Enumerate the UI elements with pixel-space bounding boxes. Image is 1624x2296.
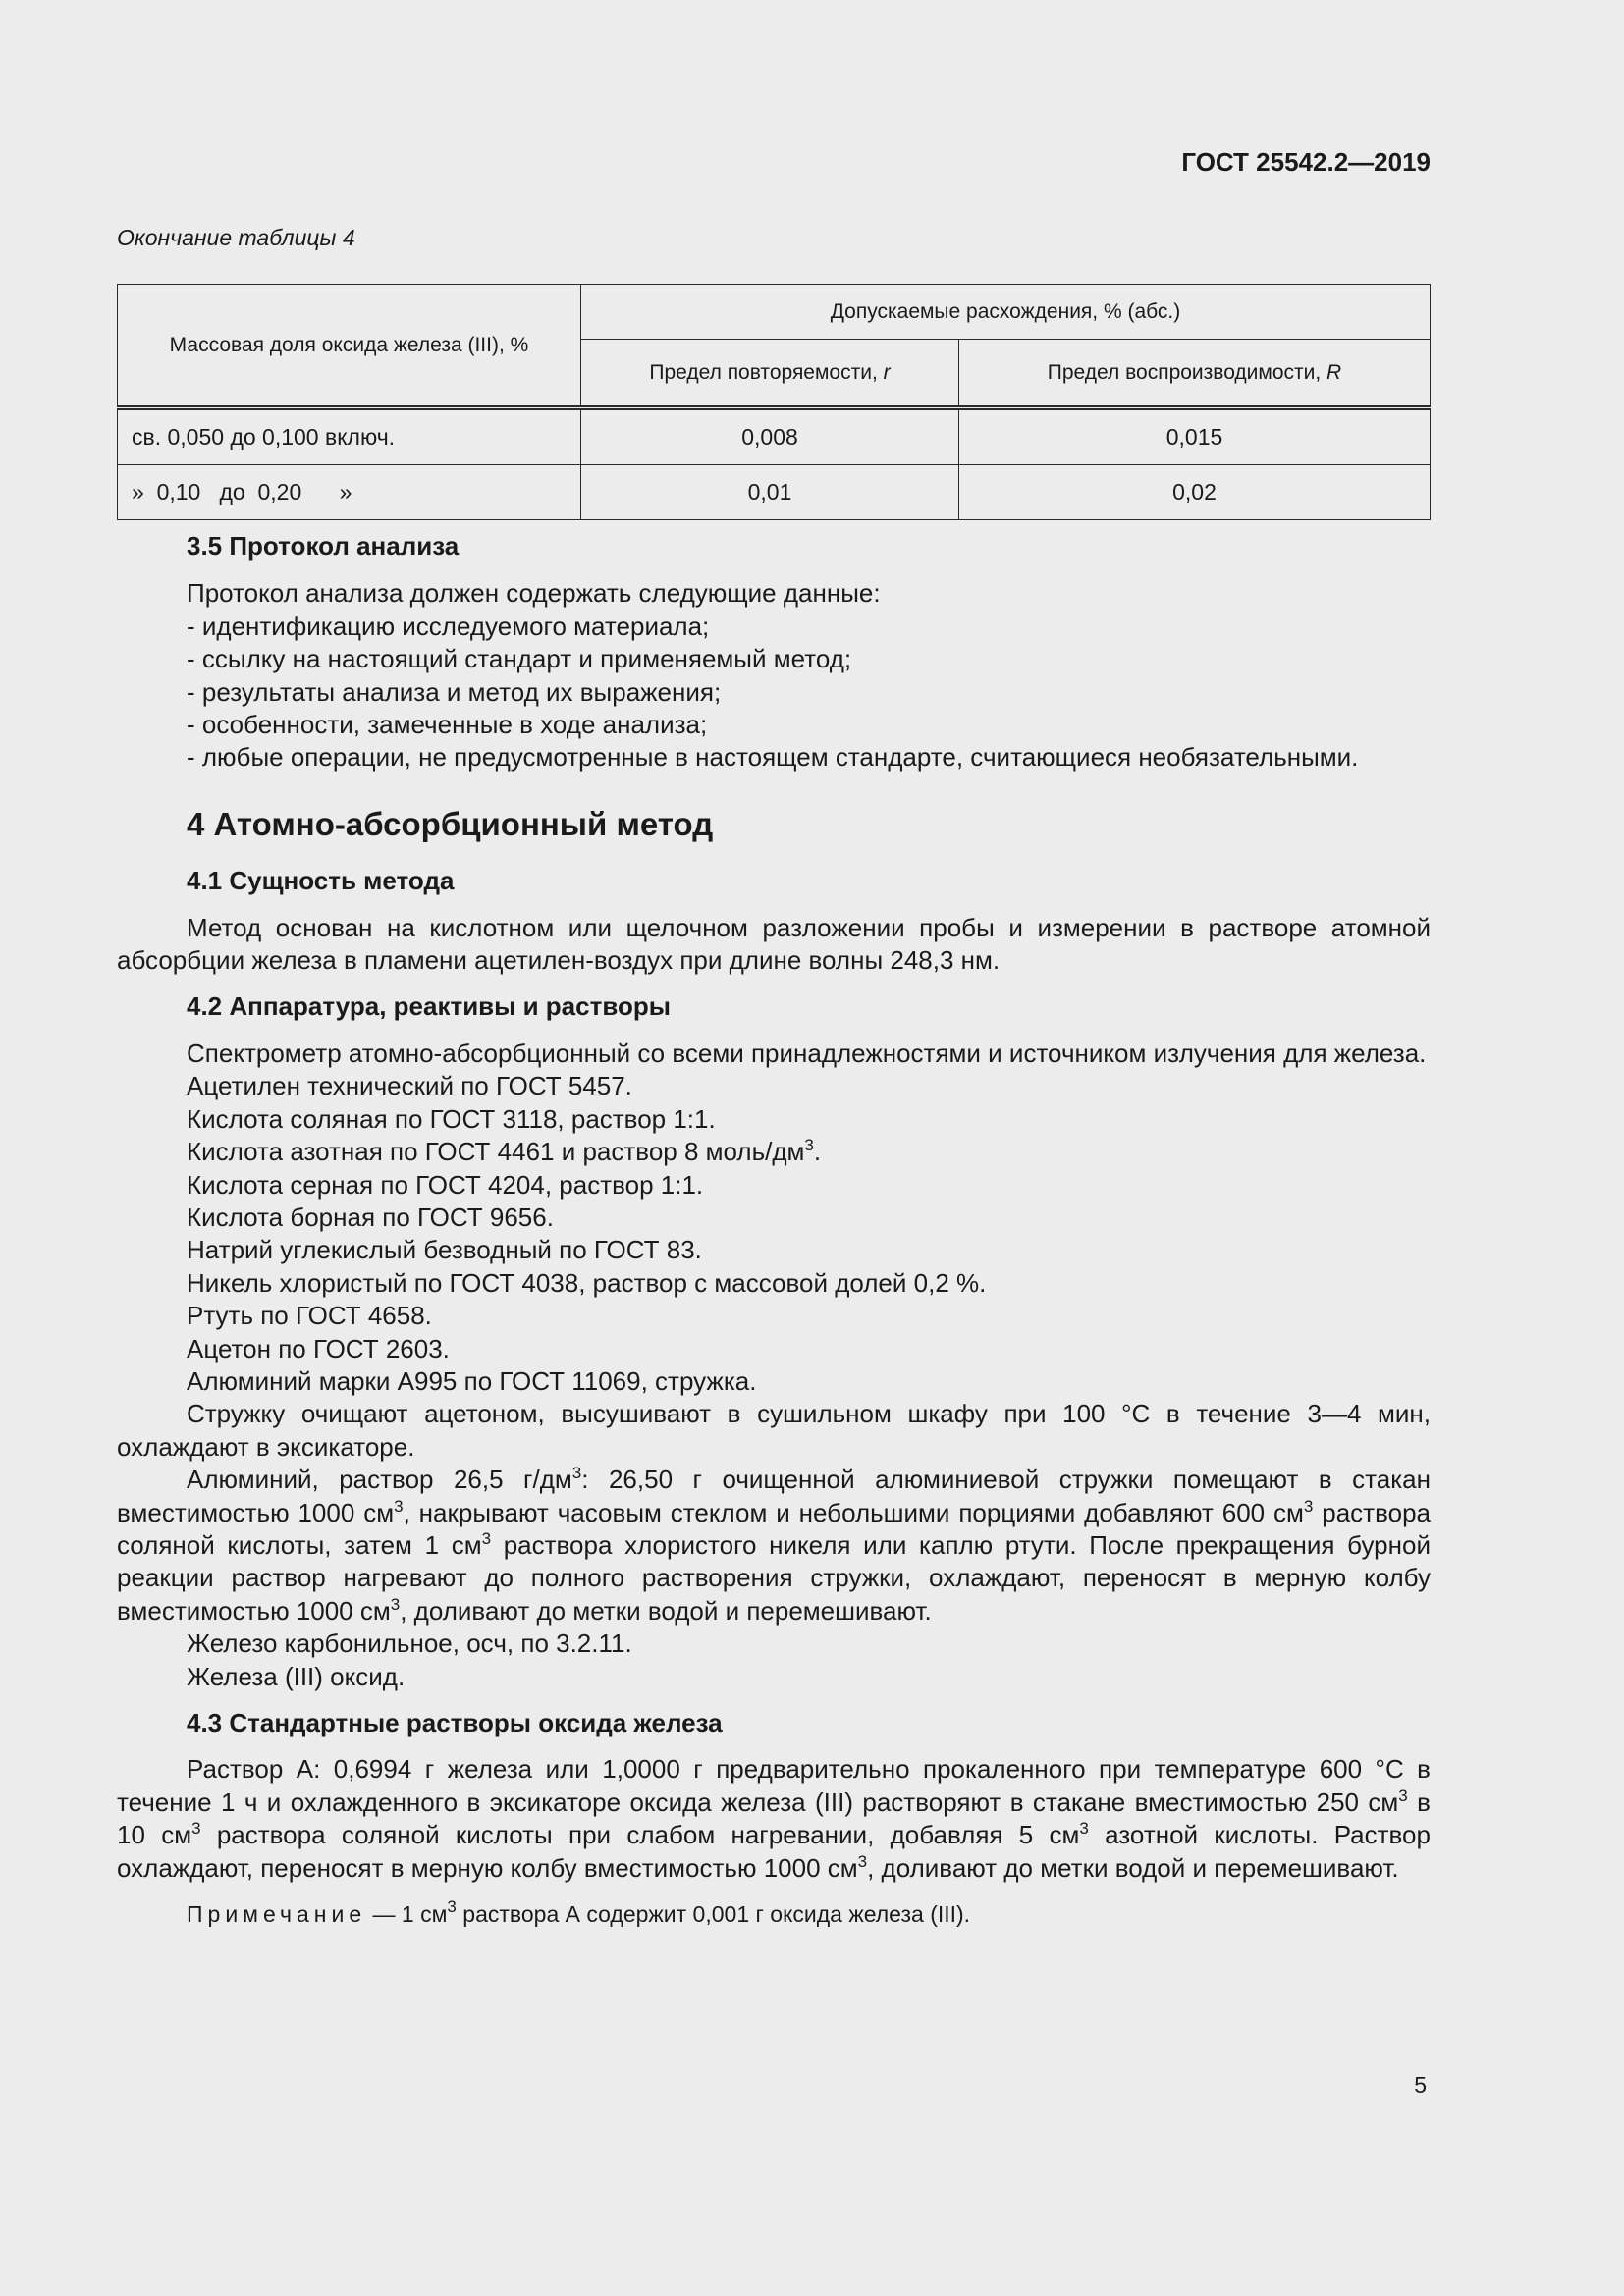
paragraph: Раствор А: 0,6994 г железа или 1,0000 г предварительно прокаленного при температуре 600 °С в течение 1 ч и охлажденного в эксикаторе оксида железа (III) растворяют в стакане вместимостью 250 $см^3$ в 10 $см^3$ раствора соляной кислоты при слабом нагревании, добавляя 5 $см^3$ азотной кислоты. Раствор охлаждают, переносят в мерную колбу вместимостью 1000 $см^3$, доливают до метки водой и перемешивают.: [117, 1754, 1431, 1883]
paragraph: Кислота борная по ГОСТ 9656.: [187, 1201, 554, 1232]
cell-repeatability: 0,01: [581, 465, 959, 520]
paragraph: Кислота серная по ГОСТ 4204, раствор 1:1.: [187, 1169, 704, 1200]
paragraph: Ртуть по ГОСТ 4658.: [187, 1301, 432, 1331]
symbol-R: R: [1326, 360, 1342, 384]
list-item: - результаты анализа и метод их выражения;: [187, 676, 722, 707]
table-row: [118, 408, 1431, 465]
paragraph: Ацетон по ГОСТ 2603.: [187, 1333, 450, 1363]
cell-range: » 0,10 до 0,20 »: [118, 465, 581, 520]
tolerance-table: [117, 284, 1431, 520]
heading-3-5: 3.5 Протокол анализа: [187, 531, 460, 561]
heading-4-1: 4.1 Сущность метода: [187, 866, 455, 896]
cell-reproducibility: 0,015: [959, 408, 1431, 465]
paragraph: Кислота соляная по ГОСТ 3118, раствор 1:1.: [187, 1103, 716, 1134]
cell-repeatability: 0,008: [581, 408, 959, 465]
document-id: ГОСТ 25542.2—2019: [1181, 147, 1431, 177]
paragraph: Ацетилен технический по ГОСТ 5457.: [187, 1071, 632, 1101]
paragraph: Кислота азотная по ГОСТ 4461 и раствор 8 моль/$дм^3$.: [187, 1136, 822, 1167]
paragraph: Железо карбонильное, осч, по 3.2.11.: [187, 1629, 632, 1659]
paragraph: Стружку очищают ацетоном, высушивают в сушильном шкафу при 100 °С в течение 3—4 мин, охлаждают в эксикаторе.: [117, 1399, 1431, 1462]
column-group-header: Допускаемые расхождения, % (абс.): [581, 285, 1431, 340]
paragraph: Алюминий марки А995 по ГОСТ 11069, стружка.: [187, 1365, 757, 1396]
paragraph: Никель хлористый по ГОСТ 4038, раствор с массовой долей 0,2 %.: [187, 1267, 987, 1298]
symbol-r: r: [883, 360, 891, 384]
column-header-repeatability: Предел повторяемости, r: [581, 340, 959, 408]
paragraph: Железа (III) оксид.: [187, 1661, 406, 1691]
heading-4: 4 Атомно-абсорбционный метод: [187, 805, 714, 842]
note: Примечание — 1 $см^3$ раствора А содержит 0,001 г оксида железа (III).: [187, 1897, 971, 1928]
column-header-reproducibility: Предел воспроизводимости, R: [959, 340, 1431, 408]
list-item: - особенности, замеченные в ходе анализа;: [187, 710, 708, 740]
paragraph: Метод основан на кислотном или щелочном разложении пробы и измерении в растворе атомной абсорбции железа в пламени ацетилен-воздух при длине волны 248,3 нм.: [117, 912, 1431, 976]
page-number: 5: [1414, 2072, 1427, 2098]
paragraph: Натрий углекислый безводный по ГОСТ 83.: [187, 1235, 702, 1265]
cell-range: св. 0,050 до 0,100 включ.: [118, 408, 581, 465]
table-caption: Окончание таблицы 4: [117, 225, 355, 250]
heading-4-3: 4.3 Стандартные растворы оксида железа: [187, 1708, 723, 1737]
column-header-mass-fraction: Массовая доля оксида железа (III), %: [118, 285, 581, 408]
paragraph: Протокол анализа должен содержать следующие данные:: [187, 578, 881, 609]
list-item: - любые операции, не предусмотренные в настоящем стандарте, считающиеся необязательными.: [187, 742, 1359, 773]
list-item: - идентификацию исследуемого материала;: [187, 611, 710, 641]
cell-reproducibility: 0,02: [959, 465, 1431, 520]
body-text: [117, 530, 1431, 1931]
note-label: Примечание: [187, 1901, 367, 1928]
list-item: - ссылку на настоящий стандарт и применяемый метод;: [187, 644, 852, 674]
paragraph: Алюминий, раствор 26,5 $г/дм^3$: 26,50 г очищенной алюминиевой стружки помещают в стакан вместимостью 1000 $см^3$, накрывают часовым стеклом и небольшими порциями добавляют 600 $см^3$ раствора соляной кислоты, затем 1 $см^3$ раствора хлористого никеля или каплю ртути. После прекращения бурной реакции раствор нагревают до полного растворения стружки, охлаждают, переносят в мерную колбу вместимостью 1000 $см^3$, доливают до метки водой и перемешивают.: [117, 1464, 1431, 1626]
paragraph: Спектрометр атомно-абсорбционный со всеми принадлежностями и источником излучения для железа.: [187, 1038, 1427, 1068]
table-row: [118, 465, 1431, 520]
heading-4-2: 4.2 Аппаратура, реактивы и растворы: [187, 991, 671, 1022]
